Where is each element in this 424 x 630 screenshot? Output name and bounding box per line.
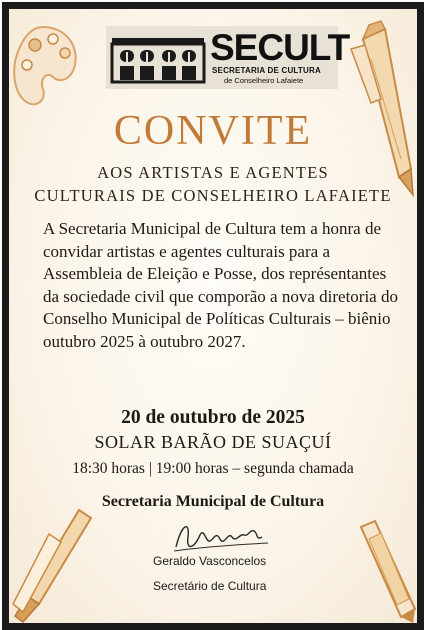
paint-brush-icon <box>9 504 99 624</box>
invitation-card <box>2 2 424 630</box>
invitation-body: A Secretaria Municipal de Cultura tem a honra de convidar artistas e agentes culturais para a Assembleia de Eleição e Posse, dos représentantes da sociedade civil que comporão a nova diretoria do Conselho Municipal de Políticas Culturais – biênio outubro 2025 à outubro 2027. <box>43 219 398 351</box>
secult-logo <box>106 26 350 89</box>
logo-title: SECULT <box>210 27 350 68</box>
event-date: 20 de outubro de 2025 <box>121 407 305 428</box>
signatory-name: Geraldo Vasconcelos <box>153 554 267 568</box>
event-hours: 18:30 horas | 19:00 horas – segunda chamada <box>72 460 354 477</box>
invitation-title: CONVITE <box>113 108 313 154</box>
event-venue: SOLAR BARÃO DE SUAÇUÍ <box>94 432 332 452</box>
handwritten-signature <box>172 517 272 557</box>
pencil-icon <box>355 519 417 623</box>
invitation-subtitle-line1: AOS ARTISTAS E AGENTES <box>97 163 329 182</box>
signatory-role: Secretário de Cultura <box>153 579 267 593</box>
palette-icon <box>13 23 83 113</box>
logo-subtitle: SECRETARIA DE CULTURA <box>212 66 321 75</box>
building-icon <box>110 32 206 84</box>
organizer-name: Secretaria Municipal de Cultura <box>101 493 325 510</box>
invitation-subtitle-line2: CULTURAIS DE CONSELHEIRO LAFAIETE <box>34 186 392 205</box>
logo-city: de Conselheiro Lafaiete <box>224 76 304 85</box>
